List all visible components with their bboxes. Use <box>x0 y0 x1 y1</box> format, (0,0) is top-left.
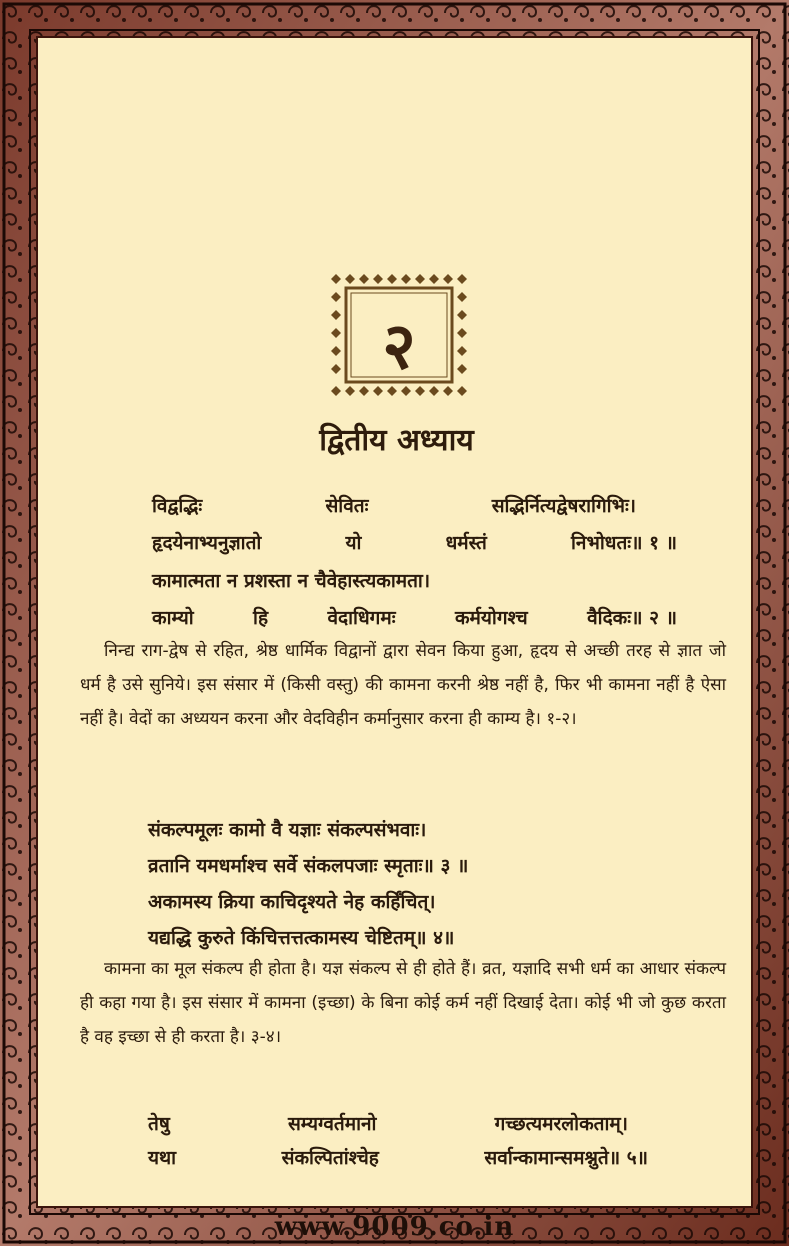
verse-word: धर्मस्तं <box>445 532 487 554</box>
chapter-number: २ <box>382 310 416 384</box>
verse-word: यो <box>345 532 362 554</box>
verse-word: निभोधतः॥ १ ॥ <box>571 532 677 554</box>
verse-line: कामात्मता न प्रशस्ता न चैवेहास्त्यकामता। <box>152 570 431 592</box>
verse-line <box>152 492 636 518</box>
footer-website-url: www.9009.co.in <box>274 1212 515 1242</box>
chapter-title: द्वितीय अध्याय <box>319 423 474 458</box>
verse-line: यद्यद्धि कुरुते किंचित्तत्तत्कामस्य चेष्टितम्॥ ४॥ <box>148 927 455 949</box>
verse-word: वेदाधिगमः <box>327 607 396 629</box>
verse-word: सद्भिर्नित्यद्वेषरागिभिः। <box>491 495 636 517</box>
verse-word: तेषु <box>148 1113 170 1135</box>
verse-word: गच्छत्यमरलोकताम्। <box>494 1113 628 1135</box>
prose-translation: कामना का मूल संकल्प ही होता है। यज्ञ संकल्प से ही होते हैं। व्रत, यज्ञादि सभी धर्म का आधार संकल्प ही कहा गया है। इस संसार में कामना (इच्छा) के बिना कोई कर्म नहीं दिखाई देता। कोई भी जो कुछ करता है वह इच्छा से ही करता है। ३-४। <box>80 959 726 1047</box>
verse-word: सम्यग्वर्तमानो <box>287 1113 377 1135</box>
verse-line <box>152 529 677 555</box>
verse-line: संकल्पमूलः कामो वै यज्ञाः संकल्पसंभवाः। <box>148 819 427 841</box>
verse-word: सेवितः <box>325 495 369 517</box>
verse-word: सर्वान्कामान्समश्नुते॥ ५॥ <box>484 1147 648 1169</box>
verse-line <box>148 1144 648 1170</box>
verse-word: यथा <box>148 1147 177 1169</box>
verse-word: काम्यो <box>152 607 194 629</box>
verse-line: व्रतानि यमधर्माश्च सर्वे संकलपजाः स्मृताः॥ ३ ॥ <box>148 855 469 877</box>
verse-line <box>148 1110 628 1136</box>
verse-word: विद्वद्भिः <box>152 495 203 517</box>
verse-word: हृदयेनाभ्यनुज्ञातो <box>152 532 262 554</box>
verse-line: अकामस्य क्रिया काचिदृश्यते नेह कर्हिंचित्। <box>148 891 436 913</box>
verse-word: संकल्पितांश्चेह <box>281 1147 379 1169</box>
verse-word: वैदिकः॥ २ ॥ <box>587 607 677 629</box>
verse-line <box>152 604 677 630</box>
prose-translation: निन्द्य राग-द्वेष से रहित, श्रेष्ठ धार्मिक विद्वानों द्वारा सेवन किया हुआ, हृदय से अच्छी तरह से ज्ञात जो धर्म है उसे सुनिये। इस संसार में (किसी वस्तु) की कामना करनी श्रेष्ठ नहीं है, फिर भी कामना नहीं है ऐसा नहीं है। वेदों का अध्ययन करना और वेदविहीन कर्मानुसार करना ही काम्य है। १-२। <box>80 641 726 729</box>
book-page <box>36 36 753 1208</box>
verse-word: हि <box>253 607 269 629</box>
verse-word: कर्मयोगश्च <box>454 607 528 629</box>
